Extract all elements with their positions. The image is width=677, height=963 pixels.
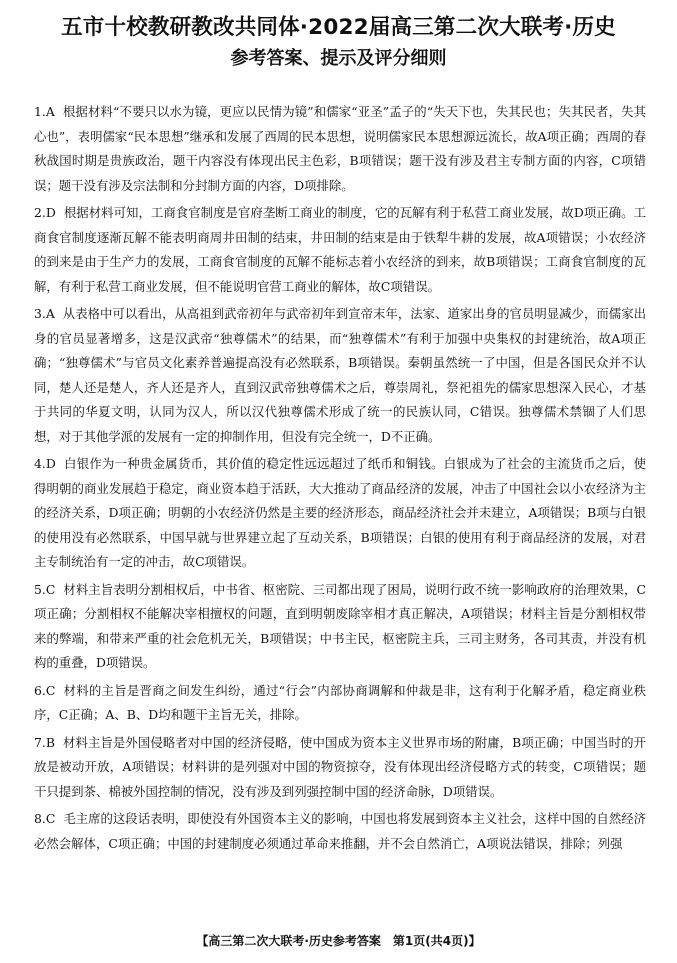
answer-choice: C xyxy=(45,682,56,698)
page-subtitle: 参考答案、提示及评分细则 xyxy=(230,48,447,69)
answer-item-1 xyxy=(34,100,646,198)
answer-number: 6. xyxy=(34,682,46,698)
answer-explanation: 根据材料“不要只以水为镜，更应以民情为镜”和儒家“亚圣”孟子的“失天下也，失其民也；失其民者，失其心也”，表明儒家“民本思想”继承和发展了西周的民本思想，说明儒家民本思想源远流长，故A项正确；西周的春秋战国时期是贵族政治，题干内容没有体现出民主色彩，B项错误；题干没有涉及君主专制方面的内容，C项错误；题干没有涉及宗法制和分封制方面的内容，D项排除。 xyxy=(34,104,646,193)
answer-number: 1. xyxy=(34,104,46,119)
answer-choice: C xyxy=(45,811,56,826)
answer-explanation: 从表格中可以看出，从高祖到武帝初年与武帝初年到宣帝末年，法家、道家出身的官员明显减少，而儒家出身的官员显著增多，这是汉武帝“独尊儒术”的结果，而“独尊儒术”有利于加强中央集权的封建统治，故A项正确；“独尊儒术”与官员文化素养普遍提高没有必然联系，B项错误。秦朝虽然统一了中国，但是各国民众并不认同，楚人还是楚人，齐人还是齐人，直到汉武帝独尊儒术之后，尊崇周礼，祭祀祖先的儒家思想深入民心，才基于共同的华夏文明，认同为汉人，所以汉代独尊儒术形成了统一的民族认同，C错误。独尊儒术禁锢了人们思想，对于其他学派的发展有一定的抑制作用，但没有完全统一，D不正确。 xyxy=(34,306,646,444)
answer-choice: A xyxy=(45,306,55,321)
answer-choice: B xyxy=(45,734,55,750)
answer-item-8 xyxy=(34,807,646,856)
answer-explanation: 材料主旨是外国侵略者对中国的经济侵略，使中国成为资本主义世界市场的附庸，B项正确；中国当时的开放是被动开放，A项错误；材料讲的是列强对中国的物资掠夺，没有体现出经济侵略方式的转变，C项错误；题干只提到茶、棉被外国控制的情况，没有涉及到列强控制中国的经济命脉，D项错误。 xyxy=(34,734,646,799)
page-footer: 【高三第二次大联考·历史参考答案 第1页(共4页)】 xyxy=(196,934,481,948)
answer-explanation: 毛主席的这段话表明，即使没有外国资本主义的影响，中国也将发展到资本主义社会，这样中国的自然经济必然会解体，C项正确；中国的封建制度必须通过革命来推翻，并不会自然消亡，A项说法错误，排除；列强 xyxy=(34,811,646,851)
answer-list xyxy=(34,100,646,859)
answer-number: 7. xyxy=(34,734,46,750)
answer-item-4 xyxy=(34,452,646,575)
page-title: 五市十校教研教改共同体·2022届高三第二次大联考·历史 xyxy=(61,15,616,40)
answer-number: 2. xyxy=(34,205,46,220)
answer-number: 8. xyxy=(34,811,46,826)
answer-explanation: 根据材料可知，工商食官制度是官府垄断工商业的制度，它的瓦解有利于私营工商业发展，故D项正确。工商食官制度逐渐瓦解不能表明商周井田制的结束，井田制的结束是由于铁犁牛耕的发展，故A项错误；小农经济的到来是由于生产力的发展，工商食官制度的瓦解不能标志着小农经济的到来，故B项错误；工商食官制度的瓦解，有利于私营工商业发展，但不能说明官营工商业的解体，故C项错误。 xyxy=(34,205,646,294)
answer-item-6 xyxy=(34,679,646,728)
answer-number: 3. xyxy=(34,306,46,321)
answer-item-7 xyxy=(34,731,646,805)
answer-item-3 xyxy=(34,302,646,449)
answer-number: 5. xyxy=(34,581,46,597)
answer-choice: A xyxy=(45,104,55,119)
answer-explanation: 材料的主旨是晋商之间发生纠纷，通过“行会”内部协商调解和仲裁是非，这有利于化解矛盾，稳定商业秩序，C正确；A、B、D均和题干主旨无关，排除。 xyxy=(34,682,646,722)
answer-item-5 xyxy=(34,578,646,676)
answer-explanation: 白银作为一种贵金属货币，其价值的稳定性远远超过了纸币和铜钱。白银成为了社会的主流货币之后，使得明朝的商业发展趋于稳定，商业资本趋于活跃，大大推动了商品经济的发展，冲击了中国社会以小农经济为主的经济关系，D项正确；明朝的小农经济仍然是主要的经济形态，商品经济社会并未建立，A项错误；B项与白银的使用没有必然联系，中国早就与世界建立起了互动关系，B项错误；白银的使用有利于商品经济的发展，对君主专制统治有一定的冲击，故C项错误。 xyxy=(34,456,646,569)
answer-choice: C xyxy=(45,581,56,597)
answer-choice: D xyxy=(45,456,56,471)
answer-item-2 xyxy=(34,201,646,299)
answer-number: 4. xyxy=(34,456,46,471)
answer-explanation: 材料主旨表明分割相权后，中书省、枢密院、三司都出现了困局，说明行政不统一影响政府的治理效果，C项正确；分割相权不能解决宰相擅权的问题，直到明朝废除宰相才真正解决，A项错误；材料主旨是分割相权带来的弊端，和带来严重的社会危机无关，B项错误；中书主民，枢密院主兵，三司主财务，各司其责，并没有机构的重叠，D项错误。 xyxy=(34,581,646,670)
answer-choice: D xyxy=(45,205,56,220)
